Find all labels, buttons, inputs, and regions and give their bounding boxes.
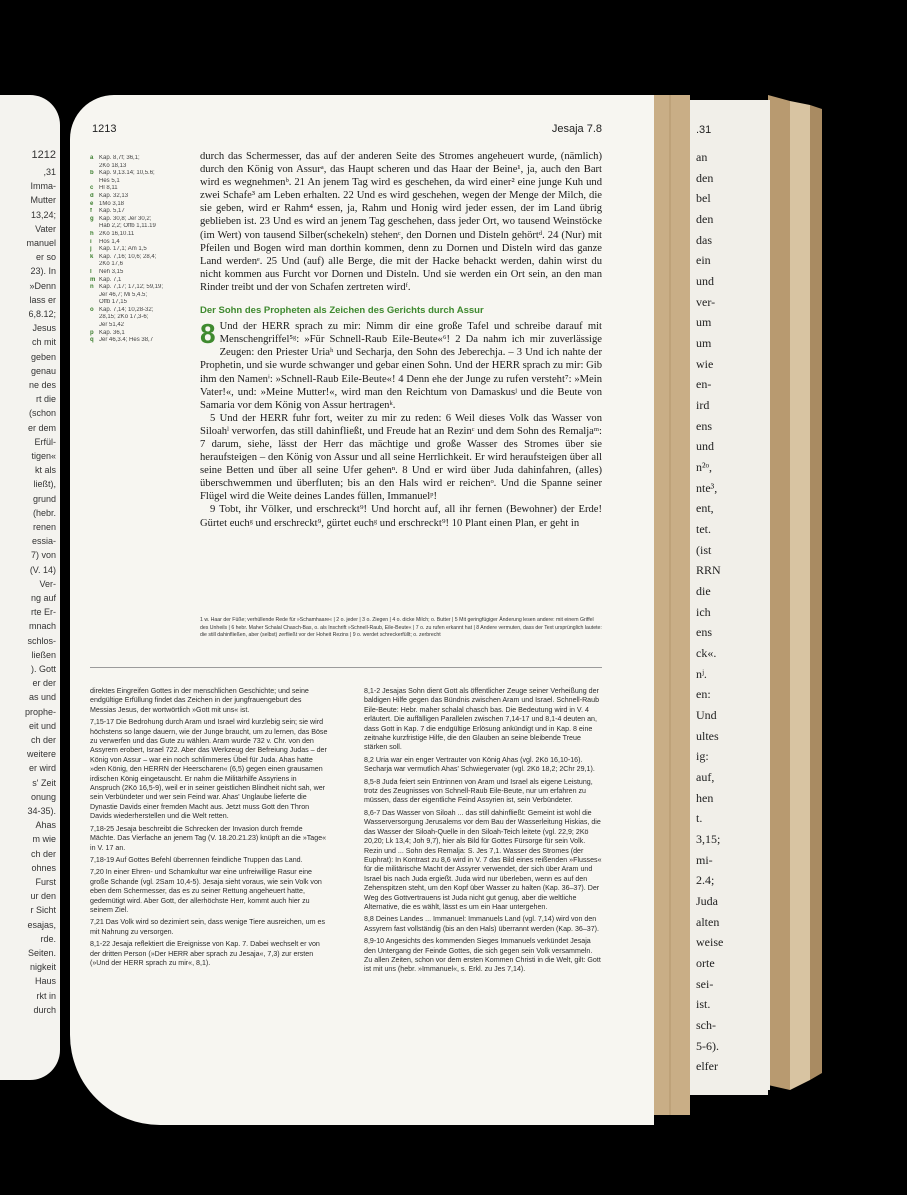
left-page-fragment: rde.	[40, 933, 56, 944]
left-page-fragment: ließt),	[33, 479, 56, 490]
right-page-fragment: um	[696, 315, 712, 330]
commentary-note: 7,15-17 Die Bedrohung durch Aram und Israel wird kurzlebig sein; sie wird höchstens so lange dauern, wie der Junge braucht, um zu lernen, das Böse zu verwerfen und das Gute zu wählen. Aram wurde 732 v. Chr. von den Assyrern erobert, Israel 722. Aber das Werkzeug der Befreiung Judas – der König von Assur – war ein noch schlimmeres Übel für Juda. Ahas hatte »den König, den HERRN der Heerscharen« (6,5) gegen einen grausamen irdischen König eingetauscht. Er nahm die Militärhilfe Assyriens in Anspruch (2Kö 16,5-9), weil er in seiner geistlichen Blindheit nicht sah, wer sein Verbündeter und wer sein Feind war. Ahas' Unglaube lieferte die Dynastie Davids einer fremden Macht aus. Jetzt muss Gott den Thron Davids wiederherstellen und die Welt retten.	[90, 718, 328, 821]
cross-reference-text: Kap. 30,8; Jer 30,2;	[99, 215, 152, 222]
bible-text	[200, 150, 602, 530]
left-page-fragment: ). Gott	[30, 664, 56, 674]
right-page-fragment: tet.	[696, 522, 711, 536]
cross-reference	[90, 307, 200, 315]
right-page-fragment: und	[696, 439, 714, 454]
left-page-fragment: Ahas	[35, 820, 56, 831]
cross-reference	[90, 314, 200, 322]
cross-reference-text: 1Mo 3,18	[99, 200, 125, 207]
cross-reference-letter: a	[90, 155, 94, 161]
left-page-fragment: »Denn	[29, 280, 56, 291]
cross-reference	[90, 155, 200, 163]
cross-reference	[90, 201, 200, 209]
left-page-fragment: renen	[32, 522, 56, 532]
right-page-fragment: (ist	[696, 542, 712, 557]
right-page-fragment: ein	[696, 253, 711, 268]
bible-page	[70, 95, 654, 1125]
cross-reference	[90, 277, 200, 285]
cross-reference	[90, 261, 200, 269]
cross-reference	[90, 178, 200, 186]
right-page-number: .31	[696, 124, 712, 136]
left-page-fragment: Vater	[35, 223, 56, 234]
commentary-left-column	[90, 687, 328, 971]
left-page-fragment: rt die	[35, 394, 56, 405]
right-page-fragment: nte³,	[696, 480, 718, 495]
cross-reference	[90, 254, 200, 262]
left-page-fragment: Mutter	[30, 195, 56, 206]
cross-reference	[90, 216, 200, 224]
left-page-fragment: ch der	[30, 848, 56, 859]
cross-reference-text: 2Kö 16,10.11	[99, 230, 135, 237]
commentary-note: 8,1-2 Jesajas Sohn dient Gott als öffentlicher Zeuge seiner Verheißung der baldigen Hilfe gegen das Bündnis zwischen Aram und Israel. Schnell-Raub Eile-Beute: Hebr. maher schalal chasch bas. Die Bedeutung wird in V. 4 erläutert. Die auffälligen Parallelen zwischen 7,14-17 und 8,1-4 deuten an, dass Gott in Kap. 7 die endgültige Erlösung ankündigt und in Kap. 8 eine zeitnahe kurzfristige Hilfe, die den Glauben an seine bleibende Treue stärken soll.	[364, 687, 600, 752]
commentary-note: 8,1-22 Jesaja reflektiert die Ereignisse von Kap. 7. Dabei wechselt er von der dritten Person (»Der HERR aber sprach zu Jesaja«, 7,3) zur ersten (»Und der HERR sprach zu mir«, 8,1).	[90, 940, 320, 967]
commentary-note: 8,5-8 Juda feiert sein Entrinnen von Aram und Israel als eigene Leistung, trotz des Zeugnisses von Schnell-Raub Eile-Beute, nur um erfahren zu müssen, dass der eigentliche Feind Assyrien ist, sein Verbündeter.	[364, 777, 593, 805]
left-page-fragment: rkt in	[36, 990, 56, 1001]
left-page-fragment: er der	[32, 678, 56, 689]
right-page-fragment: ens	[696, 418, 712, 433]
cross-reference	[90, 193, 200, 201]
cross-reference	[90, 163, 200, 171]
right-page-fragment: wie	[696, 356, 714, 371]
cross-reference-letter: o	[90, 306, 94, 313]
left-page-fragment: rte Er-	[30, 607, 56, 618]
cross-reference-letter: n	[90, 284, 94, 291]
left-page-fragment: 34-35).	[27, 806, 56, 816]
cross-reference-text: Kap. 36,1	[99, 329, 125, 336]
right-page-fragment: ist.	[696, 997, 711, 1012]
chapter-number: 8	[200, 318, 216, 350]
cross-reference-letter: q	[90, 337, 94, 344]
cross-reference-text: Jer 46,3.4; Hes 38,7	[99, 337, 154, 344]
cross-reference-text: Hl 8,11	[99, 185, 118, 192]
right-page-fragment: den	[696, 170, 714, 185]
left-page-fragment: ließen	[31, 649, 56, 660]
cross-reference-letter: m	[90, 276, 96, 283]
right-page-fragment: hen	[696, 790, 714, 805]
cross-reference-text: Jer 46,7; Mi 5,4.5;	[99, 291, 148, 298]
left-page-fragment: (hebr.	[32, 507, 56, 518]
right-page-fragment: die	[696, 584, 711, 598]
cross-reference	[90, 239, 200, 247]
cross-reference-text: Kap. 32,13	[99, 192, 129, 199]
cross-reference	[90, 299, 200, 307]
left-page-fragment: manuel	[26, 238, 56, 248]
left-page-fragment: s' Zeit	[32, 777, 56, 788]
right-page-fragment: auf,	[696, 770, 715, 784]
cross-reference	[90, 269, 200, 277]
right-page-fragment: n²ᵒ,	[696, 460, 713, 474]
cross-reference-text: Kap. 7,17; 17,12; 59,19;	[99, 284, 164, 291]
left-page-fragment: ,31	[43, 167, 56, 177]
left-page-fragment: ch mit	[31, 337, 56, 348]
cross-reference-text: Kap. 17,1; Am 1,5	[99, 246, 147, 253]
cross-reference-text: Kap. 5,17	[99, 208, 125, 215]
left-page-fragment: er wird	[28, 763, 56, 774]
left-page-fragment: schlos-	[27, 635, 56, 646]
left-page-fragment: ur den	[30, 891, 56, 902]
cross-reference-letter: e	[90, 200, 94, 207]
cross-reference-letter: p	[90, 329, 94, 336]
right-page-fragment: ck«.	[696, 646, 717, 660]
verse-paragraph-1: durch das Schermesser, das auf der anderen Seite des Stromes angeheuert wurde, (nämlich) durch den König von Assurᵃ, das Haupt scheren und das Haar der Beine¹, ja, auch den Bart wird es wegnehmenᵇ. 21 An jenem Tag wird es geschehen, da wird einer² eine junge Kuh und zwei Schafe³ am Leben erhalten. 22 Und es wird geschehen, wegen der Menge der Milch, die sie geben, wird er Rahm⁴ essen, ja, Rahm und Honig wird jeder essen, der im Land übrig geblieben ist. 23 Und es wird an jenem Tag geschehen, dass jeder Ort, wo tausend Weinstöcke (im Wert) von tausend Silber(schekeln) stehenᶜ, den Dornen und Disteln gehörtᵈ. 24 (Nur) mit Pfeilen und Bogen wird man dorthin kommen, denn zu Dornen und Disteln wird das ganze Land werdenᵉ. 25 Und (auf) alle Berge, die mit der Hacke behackt werden, dahin wirst du nicht kommen aus Furcht vor Dornen und Disteln. Und sie werden ein Ort sein, an den man Rinder treibt und der von Schafen zertreten wirdᶠ.	[200, 151, 602, 293]
right-page-fragment: ig:	[696, 749, 709, 764]
left-page-fragment: m wie	[32, 834, 56, 845]
left-page-fragment: as und	[28, 692, 56, 703]
cross-reference-letter: f	[90, 208, 92, 215]
right-page-fragment: und	[696, 274, 714, 288]
cross-reference	[90, 246, 200, 254]
left-page-fragment: (V. 14)	[29, 564, 56, 575]
right-page-fragment: Und	[696, 708, 717, 722]
cross-reference-text: 2Kö 17,6	[99, 261, 124, 268]
left-page-fragment: Jesus	[32, 323, 56, 334]
right-page-fragment: den	[696, 212, 714, 226]
cross-reference-letter: d	[90, 192, 94, 199]
right-page-fragment: mi-	[696, 852, 713, 867]
commentary-note: 7,20 In einer Ehren- und Schamkultur war eine unfreiwillige Rasur eine große Schande (vgl. 2Sam 10,4-5). Jesaja sieht voraus, wie sein Volk von eben dem Schermesser, das es zu seiner Rettung angeheuert hatte, gedemütigt wird. Aber Gott, der allerhöchste Herr, kommt auch hier zu seinem Ziel.	[90, 868, 322, 914]
left-page-fragment: weitere	[26, 749, 56, 760]
commentary-note: direktes Eingreifen Gottes in der menschlichen Geschichte; und seine endgültige Erfüllung findet das Zeichen in der jungfrauengeburt des Messias Jesus, der wortwörtlich »Gott mit uns« ist.	[90, 687, 309, 714]
cross-reference-letter: h	[90, 230, 94, 237]
left-page-fragment: genau	[30, 365, 56, 376]
left-page-fragment: Seiten.	[27, 948, 56, 958]
right-page-fragment: 3,15;	[696, 832, 721, 846]
cross-reference-text: 2Kö 18,13	[99, 162, 127, 169]
footnotes: 1 w. Haar der Füße; verhüllende Rede für »Schamhaare« | 2 o. jeder | 3 o. Ziegen | 4 o. dicke Milch; o. Butter | 5 Mit geringfügiger Änderung lesen andere: mit einem Griffel des Unheils | 6 hebr. Maher Schalal Chasch-Bas, o. als Inschrift »Schnell-Raub, Eile-Beute« | 7 o. zu rufen erkannt hat | 8 Andere vermuten, dass der Text ursprünglich lautete: die still dahinfließen, aber (selbst) zerfließt vor der Hoheit Rezins | 9 o. werdet schreckerfüllt; o. zerbrecht	[200, 617, 602, 638]
commentary-note: 8,9-10 Angesichts des kommenden Sieges Immanuels verkündet Jesaja den Untergang der Feinde Gottes, die sich gegen sein Volk versammeln. Zu allen Zeiten, schon vor dem ersten Kommen Christi in die Welt, gilt: Gott ist mit uns (hebr. »Immanuel«, s. Erkl. zu Jes 7,14).	[364, 937, 601, 974]
left-page-fragment: ohnes	[31, 862, 56, 873]
right-page-fragment: das	[696, 232, 712, 247]
left-page-fragment: essia-	[31, 536, 56, 547]
cross-reference	[90, 337, 200, 345]
page-number: 1213	[92, 123, 117, 135]
cross-reference	[90, 322, 200, 330]
left-page-fragment: eit und	[28, 720, 56, 731]
cross-reference-letter: g	[90, 215, 94, 222]
right-page-fragment: bel	[696, 191, 711, 206]
left-page-fragment: grund	[32, 493, 56, 504]
cross-reference-letter: j	[90, 246, 92, 253]
left-page-fragment: r Sicht	[30, 905, 56, 916]
left-page-fragment: 23). In	[30, 266, 56, 277]
commentary-note: 7,21 Das Volk wird so dezimiert sein, dass wenige Tiere ausreichen, um es mit Nahrung zu versorgen.	[90, 918, 325, 936]
right-page-fragment: ultes	[696, 728, 719, 743]
cross-reference-text: Jer 51,42	[99, 322, 125, 329]
left-page-fragment: Erfül-	[34, 436, 56, 447]
cross-reference-text: Hes 5,1	[99, 177, 120, 184]
verse-paragraph-3: 5 Und der HERR fuhr fort, weiter zu mir zu reden: 6 Weil dieses Volk das Wasser von Siloahˡ verworfen, das still dahinfließt, und Freude hat an Rezinᶜ und dem Sohn des Remaljaᵐ: 7 darum, siehe, lässt der Herr das mächtige und große Wasser des Stromes über sie heraufsteigen – den König von Assur und all seine Herrlichkeit. Er wird heraufsteigen über all seine Betten und über all seine Ufer gehenⁿ. 8 Und er wird über Juda dahinfahren, (alles) überschwemmen und überfluten; bis an den Hals wird er reichenᵒ. Und die Spanne seiner Flügel wird die Weite deines Landes füllen, Immanuelᵖ!	[200, 412, 602, 503]
left-page-fragment: er dem	[27, 422, 56, 433]
left-page-fragment: Ver-	[39, 578, 56, 589]
running-head: Jesaja 7.8	[551, 123, 602, 135]
commentary-note: 8,2 Uria war ein enger Vertrauter von König Ahas (vgl. 2Kö 16,10-16). Secharja war vermutlich Ahas' Schwiegervater (vgl. 2Kö 18,2; 2Chr 29,1).	[364, 755, 595, 774]
left-page-fragment: onung	[30, 791, 56, 802]
commentary-note: 7,18-25 Jesaja beschreibt die Schrecken der Invasion durch fremde Mächte. Das Vierfache an jenem Tag (V. 18.20.21.23) knüpft an die »Tage« in V. 17 an.	[90, 824, 327, 852]
cross-reference-letter: c	[90, 185, 94, 192]
cross-reference-text: Hab 2,2; Offb 1,11.19	[99, 223, 156, 230]
right-page-fragment: sei-	[696, 976, 714, 991]
right-page-fragment: ird	[696, 398, 710, 412]
right-page-fragment: alten	[696, 914, 720, 929]
left-page-fragment: ng auf	[30, 593, 56, 603]
right-page-fragment: ich	[696, 604, 711, 619]
left-page-fragment: tigen«	[31, 451, 56, 461]
left-page-fragment: durch	[33, 1004, 56, 1015]
right-page-fragment: ent,	[696, 501, 714, 516]
left-page-fragment: geben	[30, 351, 56, 362]
left-page-fragment: 13,24;	[30, 209, 56, 220]
cross-reference	[90, 292, 200, 300]
left-page-fragment: esajas,	[27, 919, 56, 930]
right-page-fragment: nʲ.	[696, 666, 707, 681]
left-page-number: 1212	[31, 149, 56, 161]
left-page-fragment: 7) von	[30, 550, 56, 561]
cross-reference-letter: i	[90, 238, 92, 245]
cross-reference	[90, 208, 200, 216]
right-page-fragment: t.	[696, 811, 703, 826]
cross-reference-text: Kap. 8,7f; 36,1;	[99, 155, 140, 161]
commentary-note: 8,6-7 Das Wasser von Siloah ... das still dahinfließt: Gemeint ist wohl die Wasserversorgung Jerusalems vor dem Bau der Wasserleitung Hiskias, die das Wasser der Siloah-Quelle in den Siloah-Teich leitete (vgl. 22,9; 2Kö 20,20; Lk 13,4; Joh 9,7), hier als Bild für Gottes Fürsorge für sein Volk. Rezin und ... Sohn des Remalja: S. Jes 7,1. Wasser des Stromes (der Euphrat): In Kontrast zu 8,6 wird in V. 7 das Bild eines reißenden »Flusses« für die militärische Macht der Assyrer verwendet, der sich über Aram und Israel bis nach Juda ergießt. Juda wird nur überleben, wenn es auf den Zehenspitzen steht, um den Kopf über Wasser zu halten (Kap. 36–37). Der Weg des Gottvertrauens ist Juda nicht gut genug, aber die weltliche Alternative, die es wählt, lässt es um ein Haar untergehen.	[364, 808, 602, 911]
section-heading: Der Sohn des Propheten als Zeichen des Gerichts durch Assur	[200, 305, 484, 317]
cross-reference	[90, 185, 200, 193]
left-page	[0, 95, 60, 1080]
cross-reference-text: Kap. 7,14; 10,28-32;	[99, 306, 154, 313]
right-page-fragment: orte	[696, 956, 715, 970]
left-page-fragment: Imma-	[30, 181, 56, 192]
cross-reference	[90, 284, 200, 292]
left-page-fragment: (schon	[28, 408, 56, 419]
commentary-right-column	[364, 687, 602, 978]
left-page-fragment: nigkeit	[29, 962, 56, 973]
cross-reference-text: Kap. 7,16; 10,6; 28,4;	[99, 253, 157, 260]
right-page-fragment: sch-	[696, 1018, 716, 1032]
cross-reference-text: Hos 1,4	[99, 238, 120, 245]
cross-reference-text: Kap. 7,1	[99, 276, 122, 283]
cross-reference-text: Offb 17,15	[99, 299, 127, 306]
right-page-fragment: um	[696, 336, 712, 350]
right-page-fragment: 2.4;	[696, 873, 715, 888]
cross-reference-text: Neh 3,15	[99, 268, 124, 275]
commentary-note: 8,8 Deines Landes ... Immanuel: Immanuels Land (vgl. 7,14) wird von den Assyrern fast vollständig (bis an den Hals) überrannt werden (Kap. 36–37).	[364, 915, 600, 933]
right-page-fragment: en-	[696, 377, 712, 392]
right-page-fragment: elfer	[696, 1059, 718, 1074]
left-page-fragment: Haus	[34, 976, 56, 987]
right-page-fragment: ens	[696, 625, 712, 640]
right-page-fragment: Juda	[696, 894, 718, 908]
left-page-fragment: 6,8.12;	[28, 309, 56, 319]
cross-reference-letter: b	[90, 170, 94, 177]
left-page-fragment: ch der	[30, 735, 56, 745]
cross-references	[90, 155, 200, 345]
left-page-fragment: mnach	[28, 621, 56, 632]
left-page-fragment: Furst	[35, 877, 56, 887]
commentary-divider	[90, 667, 602, 668]
verse-paragraph-2-text: Und der HERR sprach zu mir: Nimm dir eine große Tafel und schreibe darauf mit Menschengriffel⁵ᵍ: »Für Schnell-Raub Eile-Beute«⁶! 2 Da nahm ich mir zuverlässige Zeugen: den Priester Uriaʰ und Secharja, den Sohn des Jeberechja. – 3 Und ich nahte der Prophetin, und sie wurde schwanger und gebar einen Sohn. Und der HERR sprach zu mir: Gib ihm den Namenⁱ: »Schnell-Raub Eile-Beute«! 4 Denn ehe der Junge zu rufen versteht⁷: »Mein Vater!«, und: »Meine Mutter!«, wird man den Reichtum von Damaskusʲ und die Beute von Samaria vor dem König von Assur hertragenᵏ.	[200, 321, 602, 411]
verse-paragraph-4: 9 Tobt, ihr Völker, und erschreckt⁹! Und horcht auf, all ihr fernen (Bewohner) der Erde! Gürtet euchᵍ und erschreckt⁹, gürtet euchᵍ und erschreckt⁹! 10 Plant einen Plan, er geht in	[200, 504, 602, 529]
cross-reference	[90, 330, 200, 338]
cross-reference	[90, 223, 200, 231]
commentary-note: 7,18-19 Auf Gottes Befehl überrennen feindliche Truppen das Land.	[90, 855, 303, 864]
verse-paragraph-2	[200, 320, 602, 412]
right-page-fragment: an	[696, 150, 708, 164]
right-page-fragment: ver-	[696, 294, 716, 309]
left-page-fragment: prophe-	[24, 706, 56, 717]
cross-reference-text: Kap. 9,13.14; 10,5.6;	[99, 170, 155, 177]
left-page-fragment: er so	[35, 252, 56, 263]
left-page-fragment: lass er	[29, 294, 56, 305]
right-page-fragment: en:	[696, 687, 711, 702]
left-page-fragment: ne des	[28, 380, 56, 390]
right-page-fragment: weise	[696, 935, 724, 950]
cross-reference-text: 28,15; 2Kö 17,3-6;	[99, 314, 149, 321]
cross-reference-letter: l	[90, 268, 92, 275]
right-page-fragment: 5-6).	[696, 1038, 719, 1053]
right-page	[690, 100, 770, 1090]
cross-reference	[90, 170, 200, 178]
cross-reference-letter: k	[90, 253, 94, 260]
cross-reference	[90, 231, 200, 239]
right-page-fragment: RRN	[696, 563, 721, 578]
left-page-fragment: kt als	[34, 465, 56, 476]
